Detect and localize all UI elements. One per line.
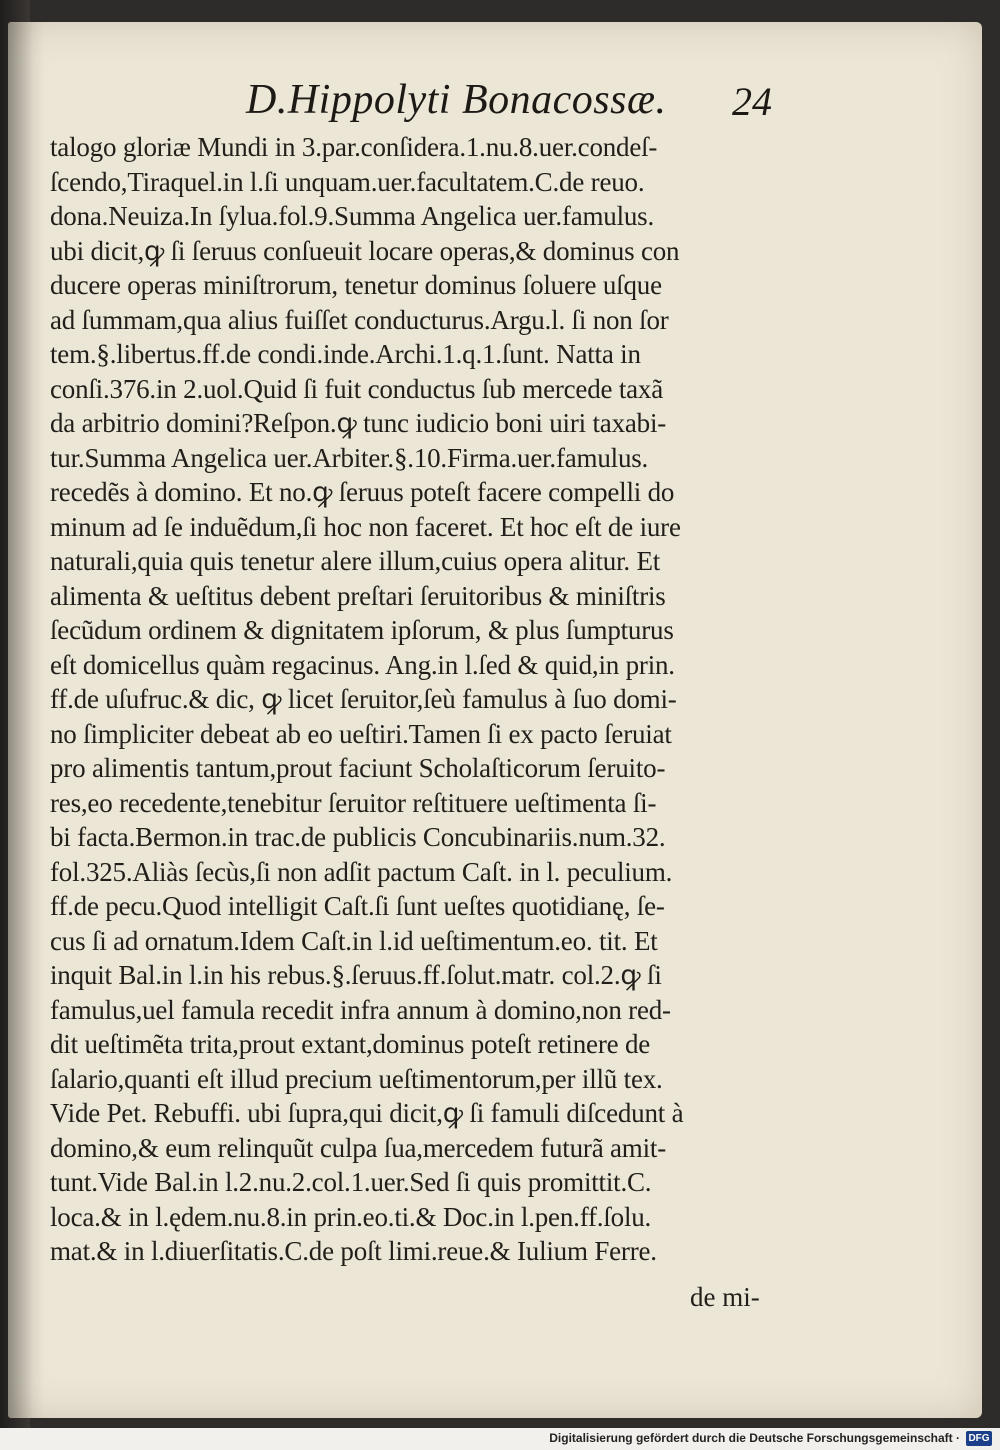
text-line: bi facta.Bermon.in trac.de publicis Concubinariis.num.32. (50, 822, 666, 852)
text-line: res,eo recedente,tenebitur ſeruitor reſtituere ueſtimenta ſi- (50, 787, 657, 818)
text-line: naturali,quia quis tenetur alere illum,cuius opera alitur. Et (50, 546, 661, 576)
text-line: eſt domicellus quàm regacinus. Ang.in l.ſed & quid,in prin. (50, 649, 675, 680)
text-line: no ſimpliciter debeat ab eo ueſtiri.Tamen ſi ex pacto ſeruiat (50, 718, 672, 749)
text-line: cus ſi ad ornatum.Idem Caſt.in l.id ueſtimentum.eo. tit. Et (50, 925, 658, 956)
text-line: alimenta & ueſtitus debent preſtari ſeruitoribus & miniſtris (50, 580, 666, 611)
running-head (0, 76, 1000, 136)
catchword: de mi- (690, 1282, 760, 1312)
text-line: Vide Pet. Rebuffi. ubi ſupra,qui dicit,ꝙ ſi famuli diſcedunt à (50, 1098, 684, 1128)
funding-notice: Digitalisierung gefördert durch die Deutsche Forschungsgemeinschaft · (549, 1431, 960, 1445)
text-line: ff.de uſufruc.& dic, ꝙ licet ſeruitor,ſeù famulus à ſuo domi- (50, 684, 677, 714)
text-line: recedẽs à domino. Et no.ꝙ ſeruus poteſt facere compelli do (50, 477, 675, 507)
text-line: ſecũdum ordinem & dignitatem ipſorum, & plus ſumpturus (50, 615, 674, 645)
text-line: inquit Bal.in l.in his rebus.§.ſeruus.ff.ſolut.matr. col.2.ꝙ ſi (50, 960, 662, 990)
digitization-footer (0, 1428, 1000, 1450)
page-number: 24 (732, 79, 772, 124)
text-line: pro alimentis tantum,prout faciunt Scholaſticorum ſeruito- (50, 753, 666, 783)
running-title: D.Hippolyti Bonacossæ. (246, 77, 667, 123)
text-line: minum ad ſe induẽdum,ſi hoc non faceret. Et hoc eſt de iure (50, 511, 681, 542)
text-line: ſalario,quanti eſt illud precium ueſtimentorum,per illũ tex. (50, 1063, 663, 1094)
text-line: ducere operas miniſtrorum, tenetur dominus ſoluere uſque (50, 270, 662, 300)
text-line: ſcendo,Tiraquel.in l.ſi unquam.uer.facultatem.C.de reuo. (50, 166, 645, 197)
text-line: ad ſummam,qua alius fuiſſet conducturus.Argu.l. ſi non ſor (50, 304, 669, 335)
text-line: conſi.376.in 2.uol.Quid ſi fuit conductus ſub mercede taxã (50, 373, 664, 404)
text-line: tunt.Vide Bal.in l.2.nu.2.col.1.uer.Sed ſi quis promittit.C. (50, 1167, 652, 1197)
text-line: tur.Summa Angelica uer.Arbiter.§.10.Firma.uer.famulus. (50, 442, 649, 473)
text-line: fol.325.Aliàs ſecùs,ſi non adſit pactum Caſt. in l. peculium. (50, 856, 673, 887)
text-line: da arbitrio domini?Reſpon.ꝙ tunc iudicio boni uiri taxabi- (50, 408, 667, 438)
text-line: famulus,uel famula recedit infra annum à domino,non red- (50, 994, 671, 1025)
text-line: ubi dicit,ꝙ ſi ſeruus conſueuit locare operas,& dominus con (50, 235, 680, 266)
body-text (50, 130, 820, 1269)
page-gutter-shadow (8, 22, 44, 1418)
text-line: dit ueſtimẽta trita,prout extant,dominus poteſt retinere de (50, 1029, 651, 1059)
text-line: mat.& in l.diuerſitatis.C.de poſt limi.reue.& Iulium Ferre. (50, 1236, 657, 1266)
text-line: tem.§.libertus.ff.de condi.inde.Archi.1.q.1.ſunt. Natta in (50, 339, 641, 369)
text-line: talogo gloriæ Mundi in 3.par.conſidera.1.nu.8.uer.condeſ- (50, 132, 658, 162)
text-line: dona.Neuiza.In ſylua.fol.9.Summa Angelica uer.famulus. (50, 201, 655, 231)
text-line: domino,& eum relinquũt culpa ſua,mercedem futurã amit- (50, 1132, 667, 1163)
dfg-logo: DFG (966, 1431, 992, 1446)
text-line: ff.de pecu.Quod intelligit Caſt.ſi ſunt ueſtes quotidianę, ſe- (50, 891, 665, 921)
text-line: loca.& in l.ędem.nu.8.in prin.eo.ti.& Doc.in l.pen.ff.ſolu. (50, 1201, 652, 1232)
